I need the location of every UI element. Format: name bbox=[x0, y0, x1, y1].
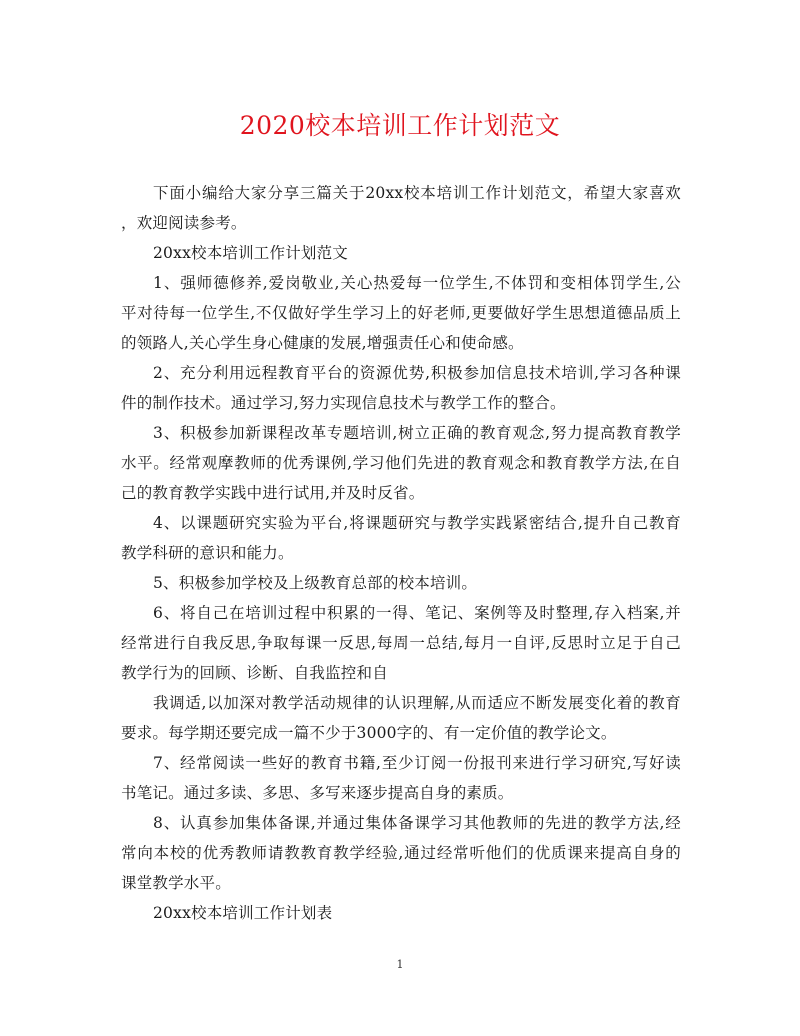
text-line: 己的教育教学实践中进行试用,并及时反省。 bbox=[121, 484, 425, 502]
document-body bbox=[121, 178, 681, 928]
text-line: 教学行为的回顾、诊断、自我监控和自 bbox=[121, 664, 388, 682]
text-line: 2、充分利用远程教育平台的资源优势,积极参加信息技术培训,学习各种课 bbox=[153, 364, 681, 382]
text-line: 经常进行自我反思,争取每课一反思,每周一总结,每月一自评,反思时立足于自己 bbox=[121, 634, 681, 652]
text-line: 4、以课题研究实验为平台,将课题研究与教学实践紧密结合,提升自己教育 bbox=[153, 514, 681, 532]
text-line: 8、认真参加集体备课,并通过集体备课学习其他教师的先进的教学方法,经 bbox=[153, 814, 681, 832]
text-line: 7、经常阅读一些好的教育书籍,至少订阅一份报刊来进行学习研究,写好读 bbox=[153, 754, 681, 772]
text-line: 平对待每一位学生,不仅做好学生学习上的好老师,更要做好学生思想道德品质上 bbox=[121, 304, 681, 322]
text-line: 1、强师德修养,爱岗敬业,关心热爱每一位学生,不体罚和变相体罚学生,公 bbox=[153, 274, 681, 292]
text-line: 教学科研的意识和能力。 bbox=[121, 544, 294, 562]
text-line: 的领路人,关心学生身心健康的发展,增强责任心和使命感。 bbox=[121, 334, 524, 352]
text-line: 水平。经常观摩教师的优秀课例,学习他们先进的教育观念和教育教学方法,在自 bbox=[121, 454, 681, 472]
page-number: 1 bbox=[396, 958, 404, 971]
text-line: 下面小编给大家分享三篇关于20xx校本培训工作计划范文，希望大家喜欢 bbox=[153, 184, 681, 202]
page-title: 2020校本培训工作计划范文 bbox=[239, 111, 561, 140]
text-line: 常向本校的优秀教师请教教育教学经验,通过经常听他们的优质课来提高自身的 bbox=[121, 844, 681, 862]
text-line: ，欢迎阅读参考。 bbox=[121, 214, 247, 232]
text-line: 课堂教学水平。 bbox=[121, 874, 231, 892]
text-line: 我调适,以加深对教学活动规律的认识理解,从而适应不断发展变化着的教育 bbox=[153, 694, 681, 712]
text-line: 3、积极参加新课程改革专题培训,树立正确的教育观念,努力提高教育教学 bbox=[153, 424, 681, 442]
text-line: 件的制作技术。通过学习,努力实现信息技术与教学工作的整合。 bbox=[121, 394, 566, 412]
text-line: 6、将自己在培训过程中积累的一得、笔记、案例等及时整理,存入档案,并 bbox=[153, 604, 681, 622]
text-line: 20xx校本培训工作计划范文 bbox=[153, 244, 349, 262]
text-line: 书笔记。通过多读、多思、多写来逐步提高自身的素质。 bbox=[121, 784, 514, 802]
text-line: 20xx校本培训工作计划表 bbox=[153, 904, 333, 922]
text-line: 5、积极参加学校及上级教育总部的校本培训。 bbox=[153, 574, 478, 592]
text-line: 要求。每学期还要完成一篇不少于3000字的、有一定价值的教学论文。 bbox=[121, 724, 617, 742]
